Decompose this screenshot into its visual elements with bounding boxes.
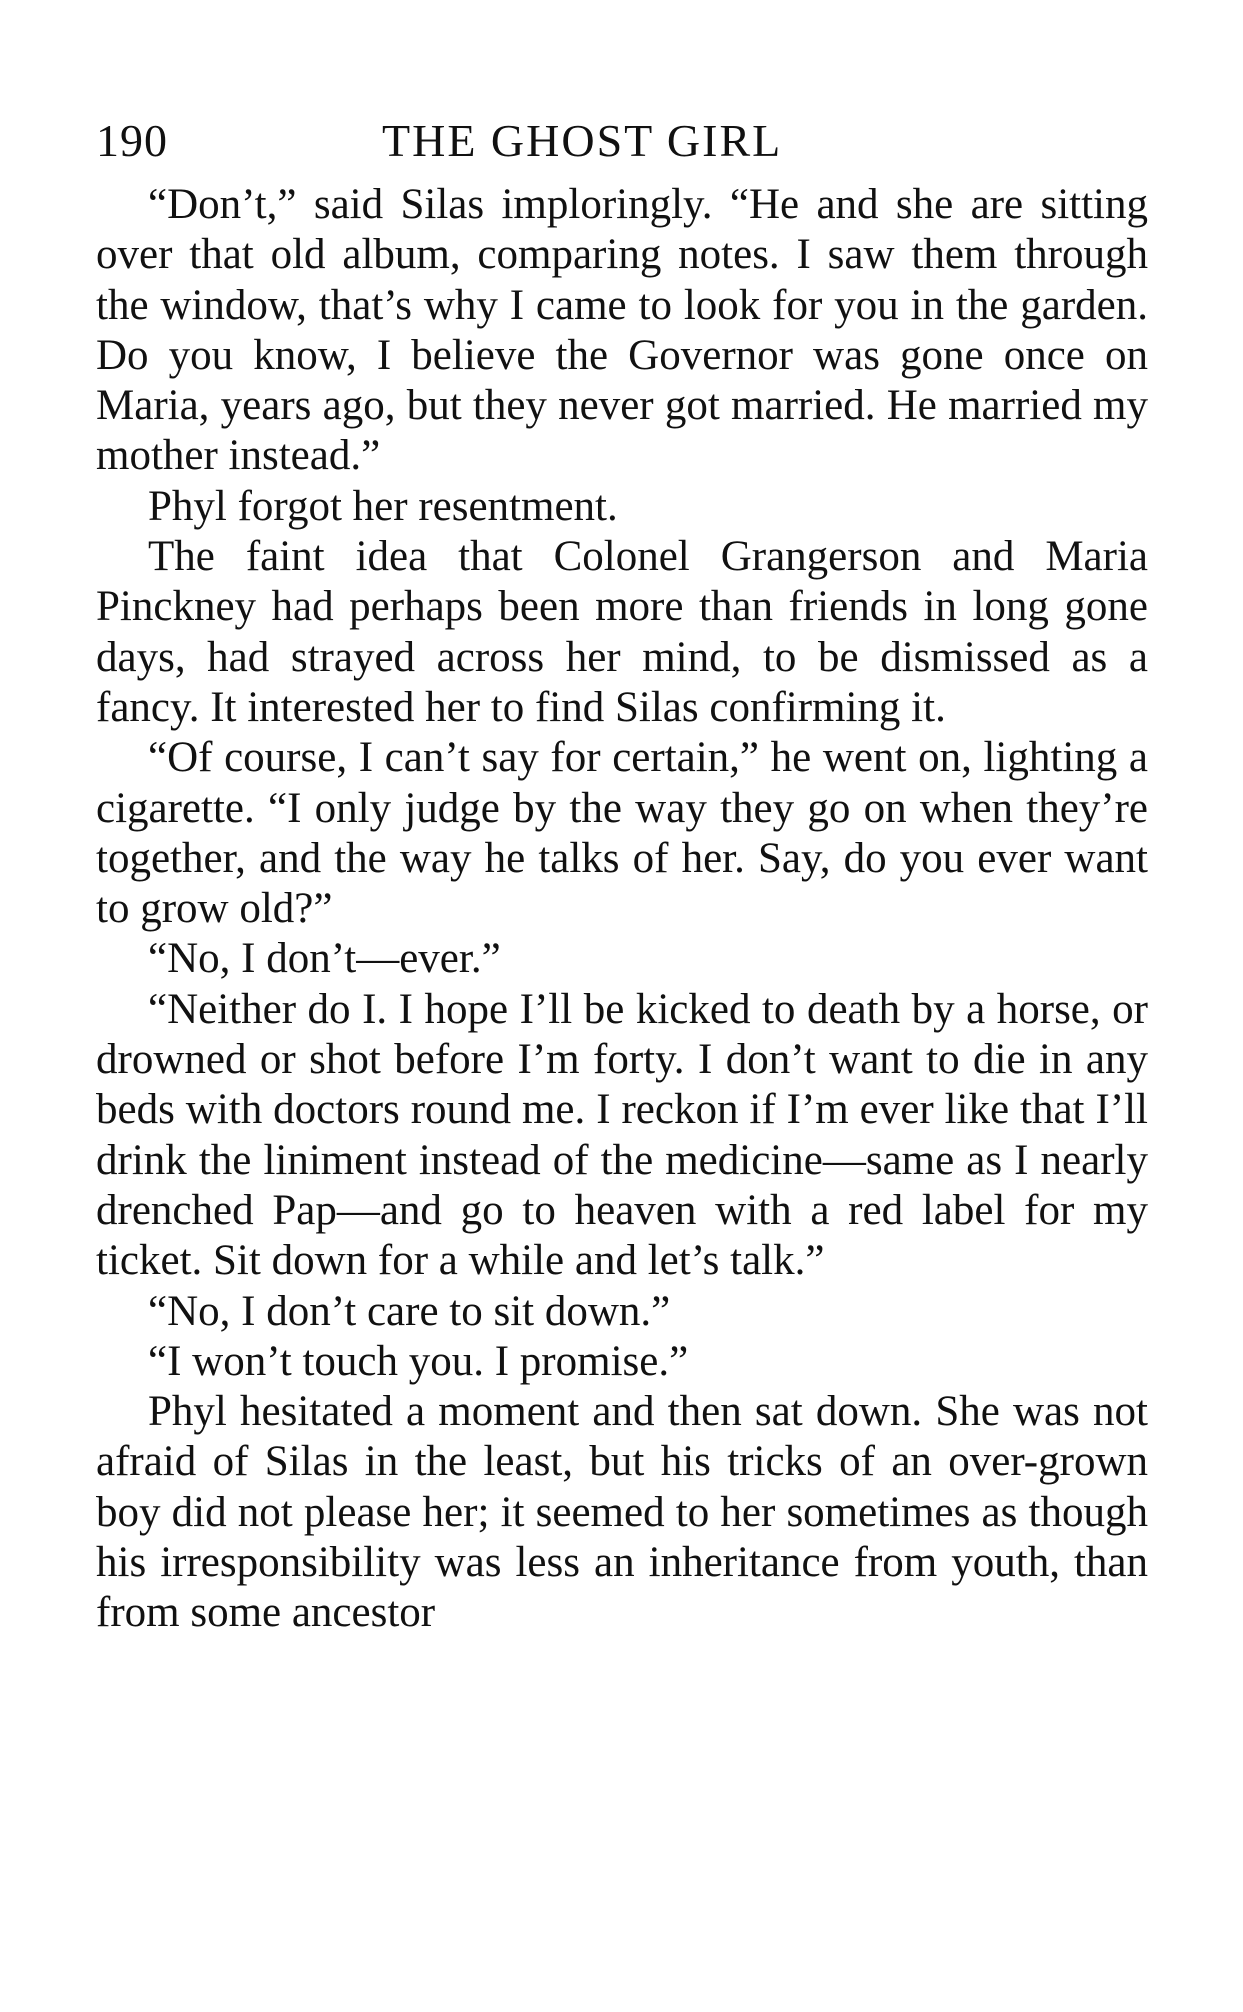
paragraph: The faint idea that Colonel Grangerson and Maria Pinckney had perhaps been more than friends in long gone days, had strayed across her mind, to be dismissed as a fancy. It interested her to find Silas confirming it. [96,533,1148,731]
paragraph: “I won’t touch you. I promise.” [148,1337,689,1385]
paragraph: “No, I don’t—ever.” [148,935,501,983]
book-page [96,110,1148,1639]
book-title: THE GHOST GIRL [382,115,783,166]
page-number: 190 [96,115,168,166]
running-head [96,110,1148,172]
paragraph: Phyl hesitated a moment and then sat down. She was not afraid of Silas in the least, but his tricks of an over-grown boy did not please her; it seemed to her sometimes as though his irresponsibility was less an inheritance from youth, than from some ancestor [96,1388,1148,1637]
paragraph: Phyl forgot her resentment. [148,482,618,530]
paragraph: “Of course, I can’t say for certain,” he went on, lighting a cigarette. “I only judge by the way they go on when they’re together, and the way he talks of her. Say, do you ever want to grow old?” [96,734,1148,933]
body-text [96,180,1148,1639]
paragraph: “Don’t,” said Silas imploringly. “He and she are sitting over that old album, comparing notes. I saw them through the window, that’s why I came to look for you in the garden. Do you know, I believe the Governor was gone once on Maria, years ago, but they never got married. He married my mother instead.” [96,181,1148,480]
paragraph: “No, I don’t care to sit down.” [148,1287,671,1335]
paragraph: “Neither do I. I hope I’ll be kicked to death by a horse, or drowned or shot before I’m forty. I don’t want to die in any beds with doctors round me. I reckon if I’m ever like that I’ll drink the liniment instead of the medicine—same as I nearly drenched Pap—and go to heaven with a red label for my ticket. Sit down for a while and let’s talk.” [96,985,1148,1285]
